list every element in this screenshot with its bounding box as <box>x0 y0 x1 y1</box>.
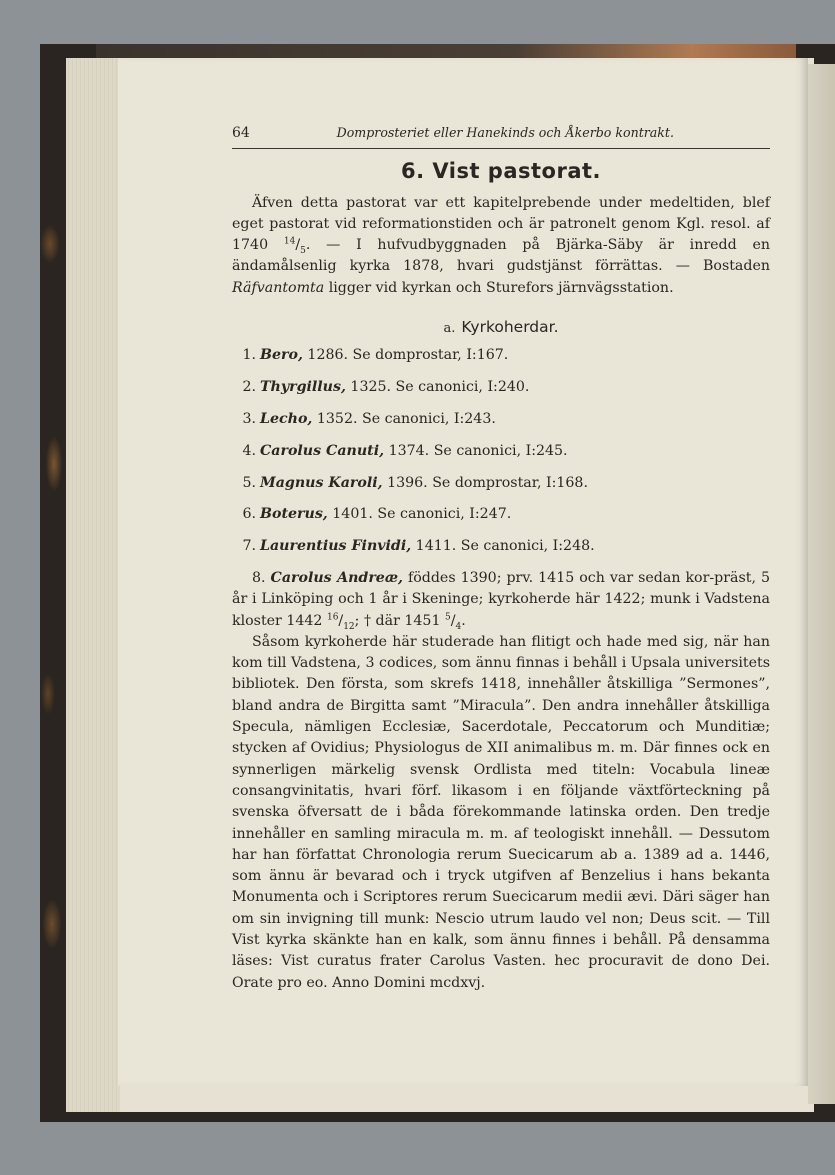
entry-name: Magnus Karoli, <box>260 474 383 491</box>
fraction-numerator: 5 <box>445 611 451 622</box>
intro-text-3: ligger vid kyrkan och Sturefors järnvägsstation. <box>324 279 674 296</box>
list-item <box>232 409 770 430</box>
entry-text: 1411. Se canonici, I:248. <box>411 538 595 555</box>
list-item <box>232 536 770 557</box>
entry-number: 3. <box>242 410 256 427</box>
entry-text: 1401. Se canonici, I:247. <box>327 506 512 523</box>
fraction-denominator: 4 <box>455 621 462 632</box>
intro-text-1: Äfven detta pastorat var ett kapitelprebende under medeltiden, blef eget pastorat vid reformationstiden och är patronelt genom Kgl. resol. af 1740 <box>232 194 770 254</box>
page-number: 64 <box>232 125 250 141</box>
entry-name: Laurentius Finvidi, <box>260 538 412 555</box>
intro-place-name: Räfvantomta <box>232 279 325 296</box>
running-head <box>232 122 770 149</box>
fraction-denominator: 12 <box>343 621 355 632</box>
entry-text: 1374. Se canonici, I:245. <box>384 442 568 459</box>
entry-name: Bero, <box>260 347 303 364</box>
entry-text: 1325. Se canonici, I:240. <box>345 379 530 396</box>
entry-name: Boterus, <box>260 506 328 523</box>
entry-8-paragraph: 8. Carolus Andreæ, föddes 1390; prv. 1415 och var sedan kor-präst, 5 år i Linköping och 1 år i Skeninge; kyrkoherde här 1422; munk i Vadstena kloster 1442 $^{16}/_{12}$; † där 1451 $^5/_4$. <box>232 569 770 632</box>
list-item <box>232 504 770 525</box>
running-title: Domprosteriet eller Hanekinds och Åkerbo kontrakt. <box>336 125 674 140</box>
list-item <box>232 345 770 366</box>
intro-text-2: . — I hufvudbyggnaden på Bjärka-Säby är inredd en ändamålsenlig kyrka 1878, hvari gudstjänst förrättas. — Bostaden <box>232 237 770 275</box>
book-cover-top-edge <box>96 44 796 58</box>
page-text <box>232 122 770 994</box>
entry-number: 8. <box>252 569 266 586</box>
entry-name: Thyrgillus, <box>260 379 346 396</box>
entry-number: 1. <box>242 347 256 364</box>
entry-8-text-a: föddes 1390; prv. 1415 och var sedan kor-präst, 5 år i Linköping och 1 år i Skeninge; kyrkoherde här 1422; munk i Vadstena kloster 1442 <box>232 569 770 629</box>
list-item <box>232 441 770 462</box>
intro-fraction-denominator: 5 <box>300 246 306 257</box>
right-page-edge <box>808 64 835 1104</box>
entry-text: 1396. Se domprostar, I:168. <box>382 474 588 491</box>
entry-8-text-c: . <box>461 612 466 629</box>
entry-8-text-b: ; † där 1451 <box>354 612 445 629</box>
entry-name: Carolus Andreæ, <box>270 569 403 586</box>
fraction-numerator: 16 <box>326 611 339 622</box>
list-item <box>232 473 770 494</box>
entry-number: 6. <box>242 506 256 523</box>
entry-number: 2. <box>242 379 256 396</box>
entry-name: Lecho, <box>260 410 313 427</box>
section-letter: a. <box>443 321 456 337</box>
body-paragraph: Såsom kyrkoherde här studerade han flitigt och hade med sig, när han kom till Vadstena, 3 codices, som ännu finnas i behåll i Upsala universitets bibliotek. Den första, som skrefs 1418, innehåller åtskilliga ”Sermones”, bland andra de Birgitta samt ”Miracula”. Den andra innehåller åtskilliga Specula, nämligen Ecclesiæ, Sacerdotale, Peccatorum och Munditiæ; stycken af Ovidius; Physiologus de XII animalibus m. m. Där finnes ock en synnerligen märkelig svensk Ordlista med titeln: Vocabula lineæ consangvinitatis, hvari förf. likasom i en följande växtförteckning på svenska öfversatt de i båda förekommande latinska orden. Den tredje innehåller en samling miracula m. m. af teologiskt innehåll. — Dessutom har han författat Chronologia rerum Suecicarum ab a. 1389 ad a. 1446, som ännu är bevarad och i tryck utgifven af Benzelius i hans bekanta Monumenta och i Scriptores rerum Suecicarum medii ævi. Däri säger han om sin invigning till munk: Nescio utrum laudo vel non; Deus scit. — Till Vist kyrka skänkte han en kalk, som ännu finnes i behåll. På densamma läses: Vist curatus frater Carolus Vasten. hec procuravit de dono Dei. Orate pro eo. Anno Domini mcdxvj. <box>232 633 770 991</box>
section-title: Kyrkoherdar. <box>461 318 559 337</box>
chapter-heading: 6. Vist pastorat. <box>400 159 602 184</box>
page-edges <box>66 58 120 1112</box>
entry-number: 4. <box>242 442 256 459</box>
entry-number: 5. <box>242 474 256 491</box>
entry-text: 1352. Se canonici, I:243. <box>312 410 496 427</box>
entry-number: 7. <box>242 538 256 555</box>
list-item <box>232 377 770 398</box>
section-heading <box>232 317 770 339</box>
entry-name: Carolus Canuti, <box>260 442 385 459</box>
intro-fraction-numerator: 14 <box>283 236 296 247</box>
intro-paragraph: Äfven detta pastorat var ett kapitelprebende under medeltiden, blef eget pastorat vid reformationstiden och är patronelt genom Kgl. resol. af 1740 $^{14}/_5$. — I hufvudbyggnaden på Bjärka-Säby är inredd en ändamålsenlig kyrka 1878, hvari gudstjänst förrättas. — Bostaden Räfvantomta ligger vid kyrkan och Sturefors järnvägsstation. <box>232 194 770 296</box>
entry-text: 1286. Se domprostar, I:167. <box>302 347 509 364</box>
